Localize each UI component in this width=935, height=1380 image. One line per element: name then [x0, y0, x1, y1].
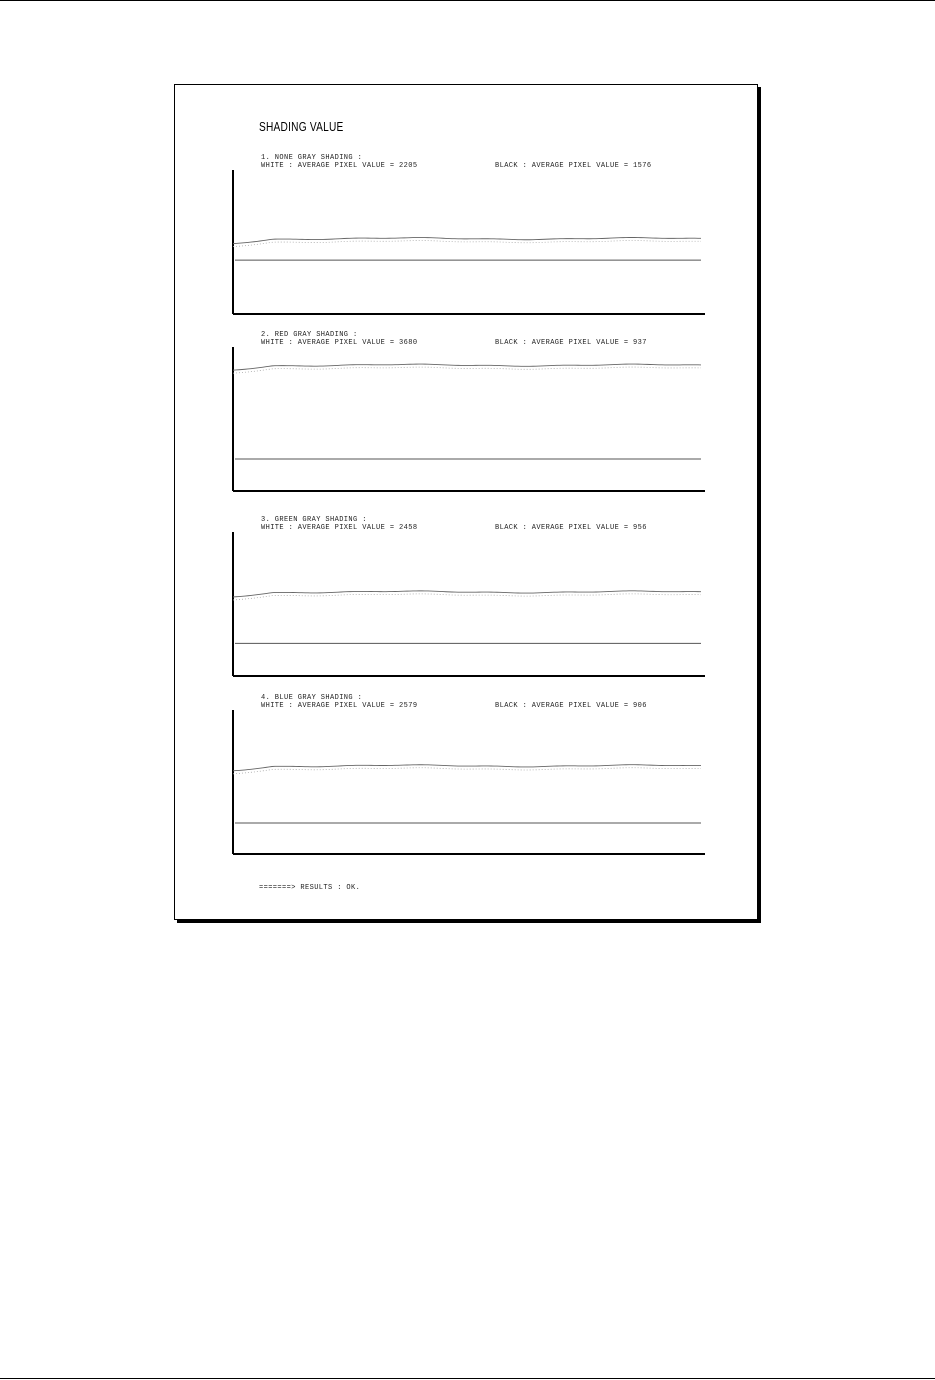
white-shading-curve [233, 237, 701, 243]
section-4-svg [231, 710, 705, 855]
section-2-plot [231, 347, 705, 492]
section-1-white-value: WHITE : AVERAGE PIXEL VALUE = 2205 [261, 162, 418, 170]
white-shading-curve [233, 765, 701, 771]
white-shading-curve [233, 591, 701, 597]
section-2-heading: 2. RED GRAY SHADING : [261, 331, 358, 339]
section-2-svg [231, 347, 705, 492]
section-3-heading: 3. GREEN GRAY SHADING : [261, 516, 367, 524]
white-shading-dots [233, 367, 701, 373]
results-line: =======> RESULTS : OK. [259, 884, 361, 892]
section-1-heading: 1. NONE GRAY SHADING : [261, 154, 363, 162]
section-2-black-value: BLACK : AVERAGE PIXEL VALUE = 937 [495, 339, 647, 347]
section-3-plot [231, 532, 705, 677]
white-shading-dots [233, 594, 701, 600]
section-1-plot [231, 170, 705, 315]
white-shading-dots [233, 768, 701, 774]
page-bottom-rule [0, 1378, 935, 1379]
white-shading-curve [233, 364, 701, 370]
section-3-white-value: WHITE : AVERAGE PIXEL VALUE = 2458 [261, 524, 418, 532]
section-2-values [261, 339, 647, 347]
section-4-white-value: WHITE : AVERAGE PIXEL VALUE = 2579 [261, 702, 418, 710]
section-3-values [261, 524, 647, 532]
report-title: SHADING VALUE [259, 119, 344, 134]
section-2-white-value: WHITE : AVERAGE PIXEL VALUE = 3680 [261, 339, 418, 347]
section-4-plot [231, 710, 705, 855]
section-1-values [261, 162, 651, 170]
page-top-rule [0, 0, 935, 1]
section-3-black-value: BLACK : AVERAGE PIXEL VALUE = 956 [495, 524, 647, 532]
section-4-values [261, 702, 647, 710]
white-shading-dots [233, 240, 701, 246]
shading-report-sheet [174, 84, 758, 920]
section-4-black-value: BLACK : AVERAGE PIXEL VALUE = 906 [495, 702, 647, 710]
section-1-black-value: BLACK : AVERAGE PIXEL VALUE = 1576 [495, 162, 652, 170]
section-3-svg [231, 532, 705, 677]
section-4-heading: 4. BLUE GRAY SHADING : [261, 694, 363, 702]
section-1-svg [231, 170, 705, 315]
